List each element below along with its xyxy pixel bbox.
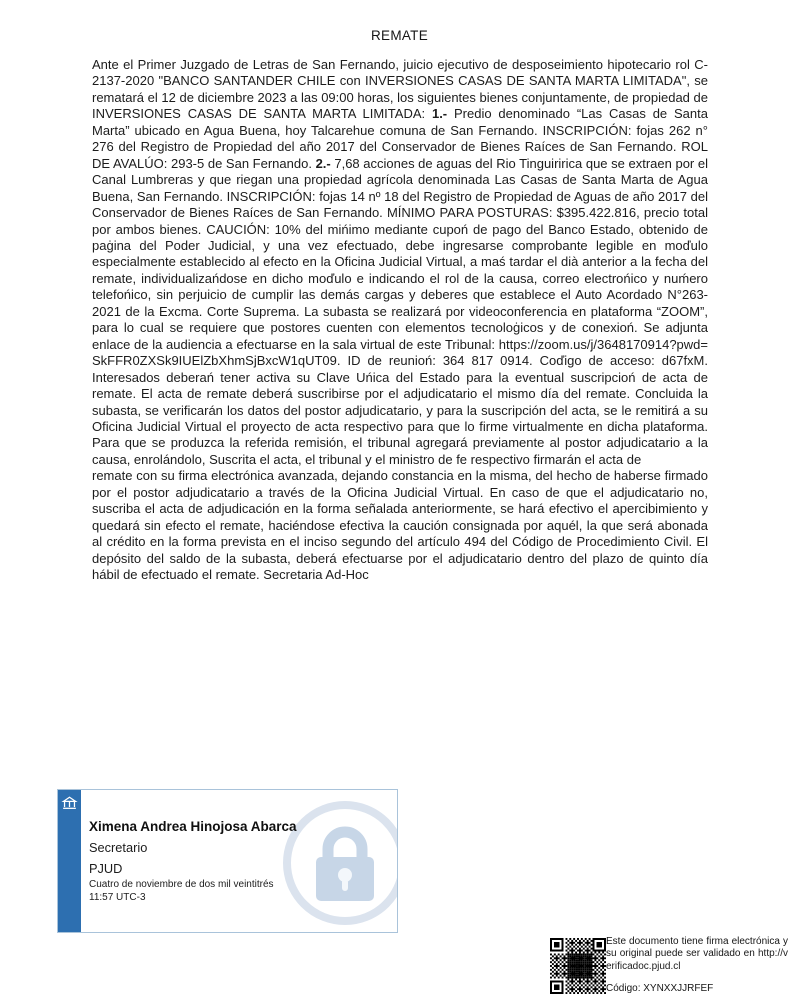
paragraph-closing: remate con su firma electrónica avanzada, dejando constancia en la misma, del hecho de haberse firmado por el postor adjudicatario a través de la Oficina Judicial Virtual. En caso de que el adjudicatario no, suscriba el acta de adjudicación en la forma señalada anteriormente, se hará efectivo el apercibimiento y quedará sin efecto el remate, haciéndose efectiva la caución consignada por aquél, la que será abonada al crédito en la forma prevista en el inciso segundo del artículo 494 del Código de Procedimiento Civil. El depósito del saldo de la subasta, deberá efectuarse por el adjudicatario dentro del plazo de quinto día hábil de efectuado el remate. Secretaria Ad-Hoc xyxy=(92,468,708,583)
signer-role: Secretario xyxy=(89,840,148,855)
courthouse-icon xyxy=(61,795,78,812)
body-text: Ante el Primer Juzgado de Letras de San Fernando, juicio ejecutivo de desposeimiento hipotecario rol C-2137-2020 "BANCO SANTANDER CHILE con INVERSIONES CASAS DE SANTA MARTA LIMITADA", se rematará el 12 de diciembre 2023 a las 09:00 horas, los siguientes bienes conjuntamente, de propiedad de INVERSIONES CASAS DE SANTA MARTA LIMITADA: xyxy=(92,57,708,122)
paragraph-main xyxy=(92,57,708,468)
verification-text: Este documento tiene firma electrónica y su original puede ser validado en xyxy=(606,936,788,960)
body-text: 7,68 acciones de aguas del Rio Tinguiririca que se extraen por el Canal Lumbreras y que riegan una propiedad agrícola denominada Las Casas de Santa Marta de Agua Buena, San Fernando. INSCRIPCIÓN: fojas 14 nº 18 del Registro de Propiedad de Aguas de año 2017 del Conservador de Bienes Raíces de San Fernando. MÍNIMO PARA POSTURAS: $395.422.816, precio total por ambos bienes. CAUCIÓN: 10% del mińimo mediante cupoń de pago del Banco Estado, obtenido de paġina del Poder Judicial, y una vez efectuado, debe ingresarse comprobante legible en moďulo especialmente establecido al efecto en la Oficina Judicial Virtual, a maś tardar el dià anterior a la fecha del remate, individualizańdose en dicho moďulo e indicando el rol de la causa, correo electrońico y nuḿero telefońico, sin perjuicio de cumplir las demás cargas y deberes que establece el Auto Acordado N°263-2021 de la Excma. Corte Suprema. La subasta se realizará por videoconferencia en plataforma “ZOOM”, para lo cual se requiere que postores cuenten con elementos tecnoloġicos y de conexioń. Se adjunta enlace de la audiencia a efectuarse en la sala virtual de este Tribunal: xyxy=(92,155,708,352)
verification-url[interactable]: http://verificadoc.pjud.cl xyxy=(606,948,788,972)
qr-code xyxy=(550,938,606,994)
signature-details xyxy=(89,816,319,904)
signature-accent-bar xyxy=(58,790,81,932)
item-2-marker: 2.- xyxy=(315,155,331,171)
digital-signature-box xyxy=(57,789,398,933)
signer-name: Ximena Andrea Hinojosa Abarca xyxy=(89,819,297,834)
signature-date: Cuatro de noviembre de dos mil veintitrés xyxy=(89,879,274,890)
verification-statement xyxy=(606,936,788,973)
zoom-meeting-url[interactable]: https://zoom.us/j/3648170914?pwd=SkFFR0ZXSk9IUElZbXhmSjBxcW1qUT09 xyxy=(92,336,708,369)
signer-organization: PJUD xyxy=(89,861,123,876)
body-text: Predio denominado “Las Casas de Santa Marta” ubicado en Agua Buena, hoy Talcarehue comuna de San Fernando. INSCRIPCIÓN: fojas 262 n° 276 del Registro de Propiedad del año 2017 del Conservador de Bienes Raíces de San Fernando. ROL DE AVALÚO: 293-5 de San Fernando. xyxy=(92,106,708,171)
document-body xyxy=(92,57,708,584)
item-1-marker: 1.- xyxy=(431,106,448,122)
page-title: REMATE xyxy=(370,28,429,43)
verification-code: Código: XYNXXJJRFEF xyxy=(606,983,714,994)
body-text: . ID de reunioń: 364 817 0914. Coďigo de acceso: d67fxM. Interesados deberań tener activa su Clave Uńica del Estado para la eventual suscripcioń de acta de remate. El acta de remate deberá suscribirse por el adjudicatario el mismo día del remate. Concluida la subasta, se verificarán los datos del postor adjudicatario, y para la suscripción del acta, se le remitirá a su Oficina Judicial Virtual el proyecto de acta respectivo para que lo firme virtualmente en dicha plataforma. Para que se produzca la referida remisión, el tribunal agregará previamente al postor adjudicatario a la causa, enrolándolo, Suscrita el acta, el tribunal y el ministro de fe respectivo firmarán el acta de xyxy=(92,353,708,467)
signature-time: 11:57 UTC-3 xyxy=(89,891,146,903)
